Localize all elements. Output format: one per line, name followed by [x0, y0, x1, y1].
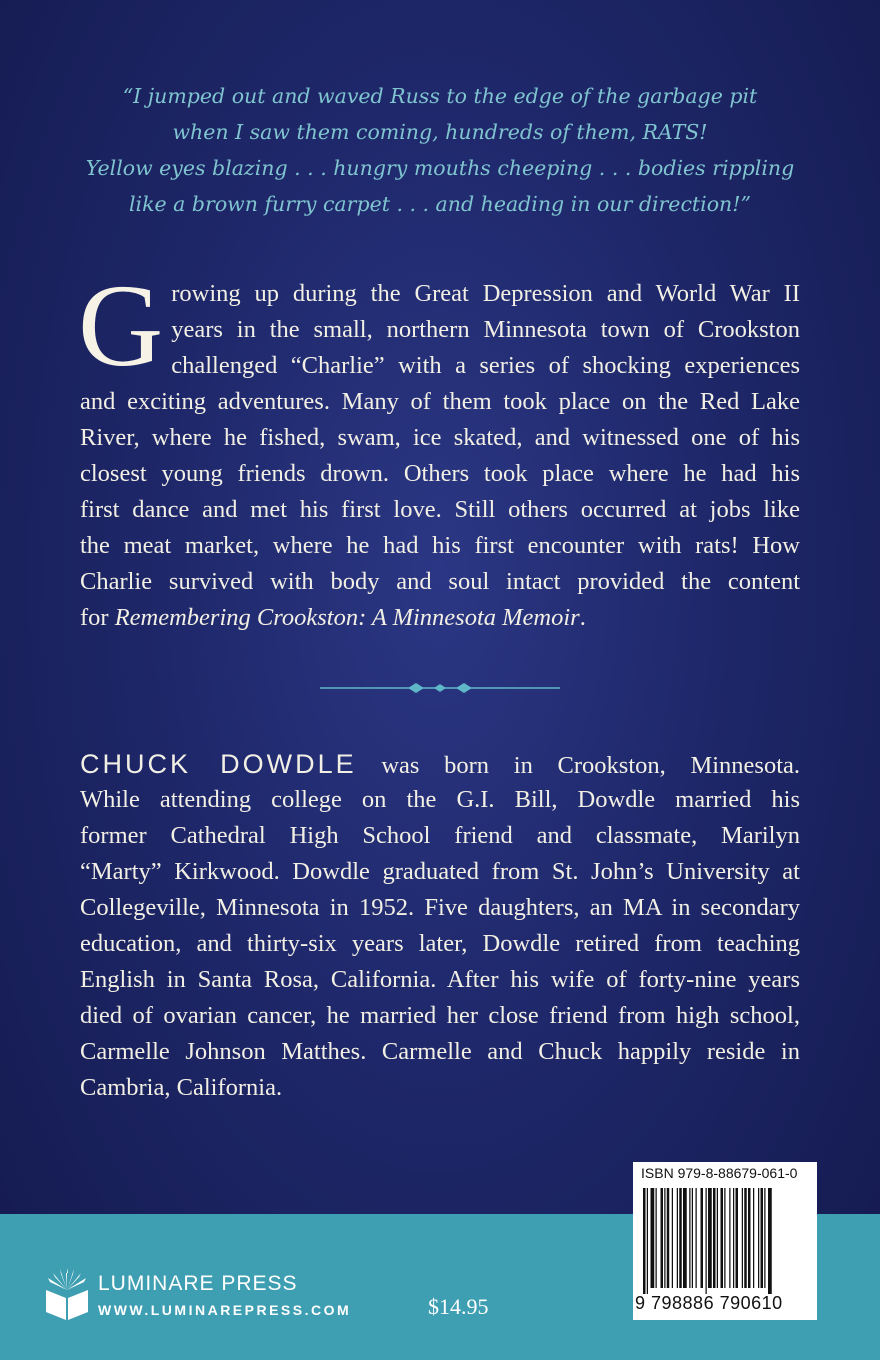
isbn-label: ISBN 979-8-88679-061-0 [641, 1165, 798, 1181]
barcode-bar [651, 1188, 655, 1288]
barcode-bar [733, 1188, 734, 1288]
author-bio-line: education, and thirty-six years later, Dowdle retired from teaching [80, 930, 800, 957]
author-bio-line: English in Santa Rosa, California. After his wife of forty-nine years [80, 966, 800, 993]
synopsis-paragraph [78, 260, 800, 636]
barcode-bar [708, 1188, 712, 1288]
synopsis-line: challenged “Charlie” with a series of shocking experiences [171, 352, 800, 379]
barcode-bar [729, 1188, 730, 1288]
barcode-bar [679, 1188, 682, 1288]
synopsis-line: and exciting adventures. Many of them took place on the Red Lake [80, 388, 800, 415]
barcode-bar [683, 1188, 687, 1288]
synopsis-line: closest young friends drown. Others took place where he had his [80, 460, 800, 487]
barcode-bar [736, 1188, 739, 1288]
author-name: CHUCK DOWDLE [80, 749, 357, 779]
synopsis-line: rowing up during the Great Depression and World War II [171, 280, 800, 307]
author-bio-line: Carmelle Johnson Matthes. Carmelle and Chuck happily reside in [80, 1038, 800, 1065]
barcode-bar [721, 1188, 724, 1288]
author-bio-first-rest: was born in Crookston, Minnesota. [381, 752, 801, 779]
publisher-url[interactable]: WWW.LUMINAREPRESS.COM [98, 1302, 352, 1318]
synopsis-last-line [80, 600, 800, 636]
pull-quote [60, 78, 820, 222]
synopsis-last-prefix: for [80, 604, 115, 631]
synopsis-line: years in the small, northern Minnesota town of Crookston [171, 316, 800, 343]
synopsis-line: Charlie survived with body and soul intact provided the content [80, 568, 800, 595]
barcode-bar [664, 1188, 665, 1288]
synopsis-line: River, where he fished, swam, ice skated, and witnessed one of his [80, 424, 800, 451]
isbn-barcode [633, 1162, 817, 1320]
book-title: Remembering Crookston: A Minnesota Memoir [114, 604, 580, 631]
drop-cap: G [78, 260, 164, 391]
barcode-digits: 9 798886 790610 [635, 1293, 783, 1313]
quote-line: Yellow eyes blazing . . . hungry mouths cheeping . . . bodies rippling [85, 156, 795, 180]
barcode-bar [689, 1188, 690, 1288]
ornament-divider [320, 678, 560, 698]
barcode-bar [717, 1188, 718, 1288]
barcode-bar [647, 1188, 648, 1294]
open-book-sunburst-icon [44, 1268, 90, 1320]
barcode-bar [742, 1188, 743, 1288]
barcode-bar [677, 1188, 678, 1288]
barcode-bar [706, 1188, 707, 1294]
barcode-bar [724, 1188, 725, 1288]
author-bio-line: “Marty” Kirkwood. Dowdle graduated from St. John’s University at [80, 858, 800, 885]
barcode-bar [667, 1188, 670, 1288]
barcode-bar [713, 1188, 716, 1288]
author-bio-line: former Cathedral High School friend and classmate, Marilyn [80, 822, 800, 849]
barcode-bar [744, 1188, 747, 1288]
author-bio-line: Collegeville, Minnesota in 1952. Five daughters, an MA in secondary [80, 894, 800, 921]
author-bio-line: Cambria, California. [80, 1074, 283, 1101]
barcode-bar [672, 1188, 673, 1288]
author-bio [80, 746, 800, 1106]
barcode-bar [761, 1188, 764, 1288]
author-bio-line: While attending college on the G.I. Bill, Dowdle married his [80, 786, 800, 813]
barcode-bar [764, 1188, 765, 1288]
quote-line: like a brown furry carpet . . . and heading in our direction!” [129, 192, 751, 216]
author-bio-first-line [80, 746, 800, 782]
barcode-bar [753, 1188, 754, 1288]
synopsis-last-suffix: . [579, 604, 586, 631]
barcode-bar [661, 1188, 664, 1288]
synopsis-line: first dance and met his first love. Still others occurred at jobs like [80, 496, 800, 523]
barcode-bar [692, 1188, 693, 1288]
barcode-bar [748, 1188, 751, 1288]
barcode-bar [768, 1188, 772, 1294]
price: $14.95 [428, 1294, 489, 1319]
barcode-bar [643, 1188, 646, 1294]
barcode-bar [696, 1188, 697, 1288]
quote-line: “I jumped out and waved Russ to the edge of the garbage pit [122, 84, 758, 108]
synopsis-line: the meat market, where he had his first encounter with rats! How [80, 532, 800, 559]
barcode-bar [701, 1188, 704, 1288]
barcode-bar [656, 1188, 657, 1288]
barcode-bars [639, 1188, 811, 1294]
quote-line: when I saw them coming, hundreds of them, RATS! [172, 120, 708, 144]
barcode-bar [758, 1188, 759, 1288]
publisher-name: LUMINARE PRESS [98, 1272, 298, 1295]
author-bio-line: died of ovarian cancer, he married her close friend from high school, [80, 1002, 800, 1029]
